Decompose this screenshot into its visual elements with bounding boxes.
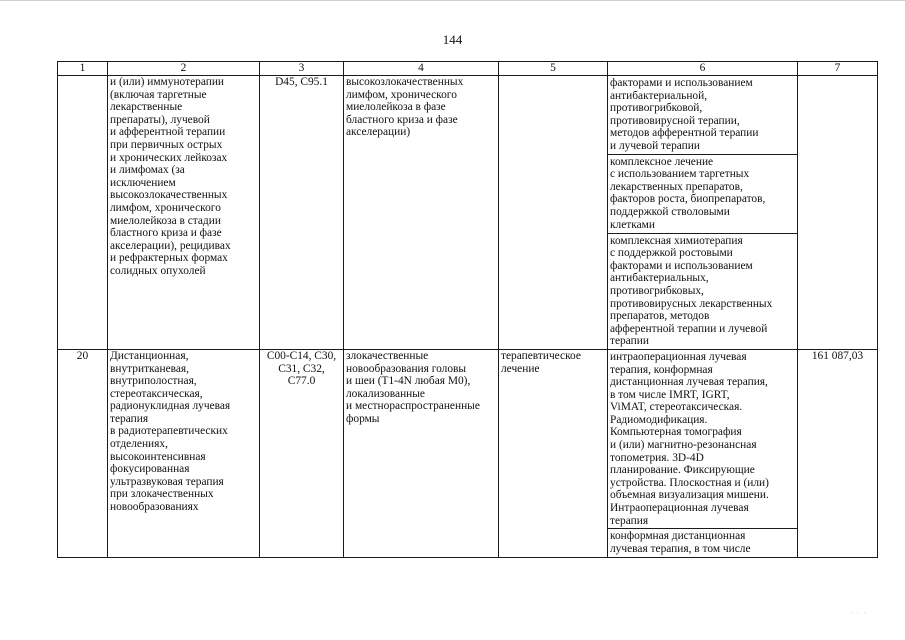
treatment-method-cell: конформная дистанционная лучевая терапия, в том числе xyxy=(608,529,798,558)
column-header: 7 xyxy=(798,62,878,76)
scan-edge xyxy=(0,0,905,4)
column-header: 6 xyxy=(608,62,798,76)
table-row xyxy=(58,349,878,528)
table-row xyxy=(58,76,878,155)
column-header: 1 xyxy=(58,62,108,76)
treatment-type-cell: терапевтическое лечение xyxy=(499,349,608,557)
column-header-row xyxy=(58,62,878,76)
column-header: 5 xyxy=(499,62,608,76)
row-number-cell: 20 xyxy=(58,349,108,557)
scan-artifact: · · · xyxy=(850,609,867,618)
column-header: 4 xyxy=(344,62,499,76)
treatment-type-cell xyxy=(499,76,608,350)
service-name-cell: Дистанционная, внутритканевая, внутриполостная, стереотаксическая, радионуклидная лучевая терапия в радиотерапевтических отделениях, высокоинтенсивная фокусированная ультразвуковая терапия при злокачественных новообразованиях xyxy=(108,349,260,557)
icd-codes-cell: C00-C14, C30, C31, C32, C77.0 xyxy=(260,349,344,557)
patient-model-cell: высокозлокачественных лимфом, хронического миелолейкоза в фазе бластного криза и фазе акселерации) xyxy=(344,76,499,350)
treatment-method-cell: факторами и использованием антибактериальной, противогрибковой, противовирусной терапии, методов афферентной терапии и лучевой терапии xyxy=(608,76,798,155)
treatment-method-cell: комплексная химиотерапия с поддержкой ростовыми факторами и использованием антибактериальных, противогрибковых, противовирусных лекарственных препаратов, методов афферентной терапии и лучевой терапии xyxy=(608,233,798,349)
treatment-method-cell: комплексное лечение с использованием таргетных лекарственных препаратов, факторов роста, биопрепаратов, поддержкой стволовыми клетками xyxy=(608,154,798,233)
treatment-method-cell: интраоперационная лучевая терапия, конформная дистанционная лучевая терапия, в том числе IMRT, IGRT, ViMAT, стереотаксическая. Радиомодификация. Компьютерная томография и (или) магнитно-резонансная топометрия. 3D-4D планирование. Фиксирующие устройства. Плоскостная и (или) объемная визуализация мишени. Интраоперационная лучевая терапия xyxy=(608,349,798,528)
service-name-cell: и (или) иммунотерапии (включая таргетные лекарственные препараты), лучевой и афферентной терапии при первичных острых и хронических лейкозах и лимфомах (за исключением высокозлокачественных лимфом, хронического миелолейкоза в стадии бластного криза и фазе акселерации), рецидивах и рефрактерных формах солидных опухолей xyxy=(108,76,260,350)
row-number-cell xyxy=(58,76,108,350)
patient-model-cell: злокачественные новообразования головы и шеи (T1-4N любая M0), локализованные и местнораспространенные формы xyxy=(344,349,499,557)
cost-cell: 161 087,03 xyxy=(798,349,878,557)
icd-codes-cell: D45, C95.1 xyxy=(260,76,344,350)
column-header: 3 xyxy=(260,62,344,76)
cost-cell xyxy=(798,76,878,350)
column-header: 2 xyxy=(108,62,260,76)
services-table xyxy=(57,61,878,558)
page-number: 144 xyxy=(442,32,463,47)
